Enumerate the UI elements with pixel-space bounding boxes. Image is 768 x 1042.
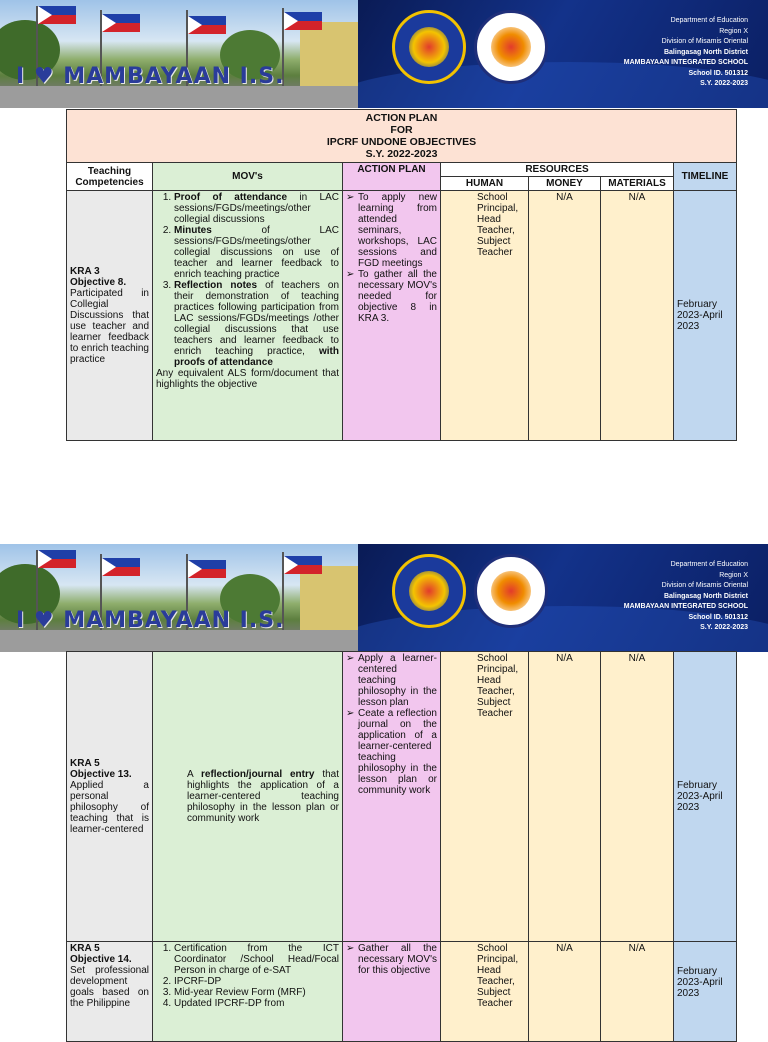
col-money: MONEY [529,177,601,191]
materials-cell: N/A [601,942,674,1042]
materials-cell: N/A [601,191,674,441]
action-plan-table-page2 [66,651,737,1042]
school-sign: I ♥ MAMBAYAAN I.S. [16,608,285,633]
movs-cell: 1. Certification from the ICT Coordinator /School Head/Focal Person in charge of e-SAT 2. IPCRF-DP 3. Mid-year Review Form (MRF) 4. Updated IPCRF-DP from [153,942,343,1042]
col-movs: MOV's [153,163,343,191]
col-timeline: TIMELINE [674,163,737,191]
deped-address: Department of Education Region X Division of Misamis Oriental Balingasag North District MAMBAYAAN INTEGRATED SCHOOL School ID. 501312 S.Y. 2022-2023 [623,561,748,631]
materials-cell: N/A [601,652,674,942]
timeline-cell: February 2023-April 2023 [674,191,737,441]
deped-seal-icon [392,10,466,84]
col-materials: MATERIALS [601,177,674,191]
col-resources: RESOURCES [441,163,674,177]
header-blue-panel [358,0,768,108]
action-cell: ➢ Apply a learner-centered teaching philosophy in the lesson plan ➢ Ceate a reflection journal on the application of a learner-centered teaching philosophy in the lesson plan or community work [343,652,441,942]
col-human: HUMAN [441,177,529,191]
competency-cell: KRA 5 Objective 13. Applied a personal philosophy of teaching that is learner-centered [67,652,153,942]
human-cell: School Principal, Head Teacher, Subject Teacher [441,191,529,441]
action-plan-table-page1 [66,109,737,441]
competency-cell: KRA 3 Objective 8. Participated in Collegial Discussions that use teacher and learner feedback to enrich teaching practice [67,191,153,441]
money-cell: N/A [529,652,601,942]
school-photo [0,544,358,652]
school-seal-icon [474,554,548,628]
money-cell: N/A [529,942,601,1042]
table-row [67,652,737,942]
header-banner-page2 [0,544,768,652]
table-row [67,942,737,1042]
action-cell: ➢ Gather all the necessary MOV's for this objective [343,942,441,1042]
timeline-cell: February 2023-April 2023 [674,942,737,1042]
header-blue-panel [358,544,768,652]
school-seal-icon [474,10,548,84]
human-cell: School Principal, Head Teacher, Subject Teacher [441,652,529,942]
money-cell: N/A [529,191,601,441]
human-cell: School Principal, Head Teacher, Subject Teacher [441,942,529,1042]
school-photo [0,0,358,108]
table-row [67,191,737,441]
timeline-cell: February 2023-April 2023 [674,652,737,942]
table-title: ACTION PLAN FOR IPCRF UNDONE OBJECTIVES S.Y. 2022-2023 [67,110,737,163]
col-action-plan: ACTION PLAN [343,163,441,191]
competency-cell: KRA 5 Objective 14. Set professional development goals based on the Philippine [67,942,153,1042]
col-competencies: Teaching Competencies [67,163,153,191]
header-banner [0,0,768,108]
deped-address: Department of Education Region X Division of Misamis Oriental Balingasag North District MAMBAYAAN INTEGRATED SCHOOL School ID. 501312 S.Y. 2022-2023 [623,17,748,87]
school-sign: I ♥ MAMBAYAAN I.S. [16,64,285,89]
deped-seal-icon [392,554,466,628]
movs-cell: A reflection/journal entry that highlights the application of a learner-centered teaching philosophy in the lesson plan or community work [153,652,343,942]
movs-cell: 1. Proof of attendance in LAC sessions/FGDs/meetings/other collegial discussions 2. Minutes of LAC sessions/FGDs/meetings/other collegial discussions on use of teacher and learner feedback to enrich teaching practice 3. Reflection notes of teachers on their demonstration of teaching practices following participation from LAC sessions/FGDs/meetings /other collegial discussions that use teachers and learner feedback to enrich teaching practice, with proofs of attendance Any equivalent ALS form/document that highlights the objective [153,191,343,441]
action-cell: ➢ To apply new learning from attended seminars, workshops, LAC sessions and FGD meetings ➢ To gather all the necessary MOV's needed for objective 8 in KRA 3. [343,191,441,441]
